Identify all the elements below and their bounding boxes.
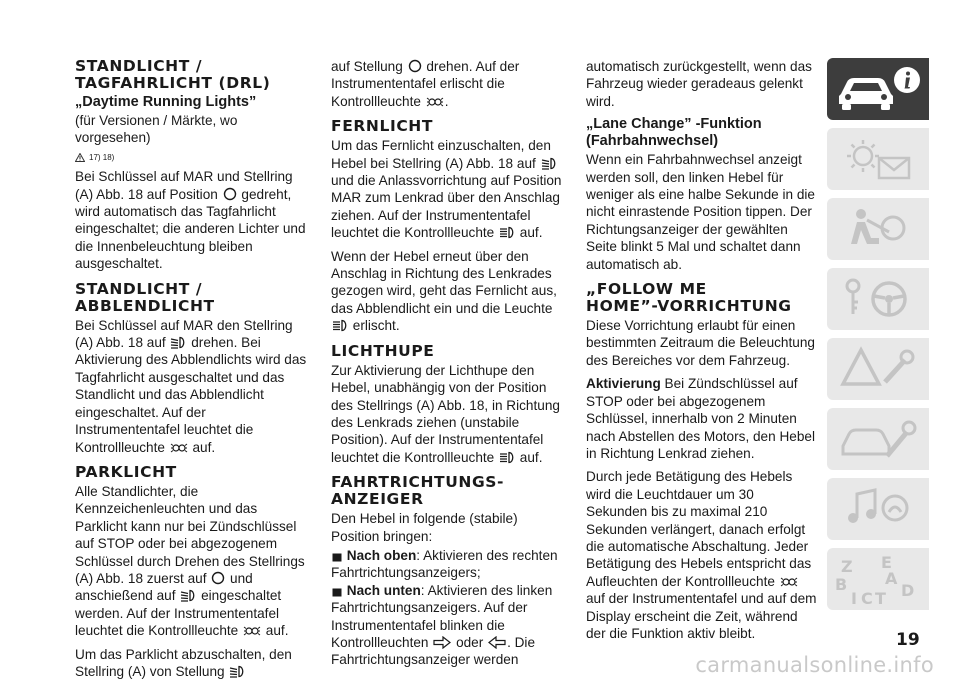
parklicht-paragraph-1: Alle Standlichter, die Kennzeichenleuchten und das Parklicht kann nur bei Zündschlüssel auf STOP oder bei abgezogenem Schlüssel durch Drehen des Stellrings (A) Abb. 18 zuerst auf und anschießend auf eingeschaltet werden. Auf der Instrumententafel leuchtet die Kontrollleuchte auf.	[75, 483, 305, 639]
column-2	[331, 58, 563, 669]
tab-maintenance[interactable]	[827, 408, 929, 470]
index-letter: Z	[841, 557, 853, 576]
warning-lights-icon	[827, 128, 929, 190]
position-o-icon	[211, 571, 225, 585]
position-lights-icon	[243, 625, 261, 637]
bullet-nach-unten: Nach unten: Aktivieren des linken Fahrtrichtungsanzeigers. Auf der Instrumententafel blinken die Kontrollleuchten oder . Die Fahrtrichtungsanzeiger werden	[331, 582, 553, 668]
tab-warning-lights[interactable]	[827, 128, 929, 190]
index-letter: B	[835, 575, 848, 594]
arrow-right-icon	[433, 636, 451, 649]
heading-lane-change: „Lane Change” -Funktion (Fahrbahnwechsel)	[586, 116, 762, 150]
follow-me-paragraph-1: Diese Vorrichtung erlaubt für einen bestimmten Zeitraum die Beleuchtung des Bereiches vor dem Fahrzeug.	[586, 318, 815, 368]
tab-safety[interactable]	[827, 198, 929, 260]
heading-abblendlicht: STANDLICHT / ABBLENDLICHT	[75, 279, 215, 315]
follow-me-paragraph-3: Durch jede Betätigung des Hebels wird die Leuchtdauer um 30 Sekunden bis zu maximal 210 Sekunden verlängert, danach erfolgt die automatische Abschaltung. Jeder Betätigung des Hebels entspricht das Aufleuchten der Kontrollleuchte auf der Instrumententafel und auf dem Display erscheint die Zeit, während der die Funktion aktiv bleibt.	[586, 469, 817, 641]
lane-change-paragraph: Wenn ein Fahrbahnwechsel anzeigt werden soll, den linken Hebel für weniger als eine halbe Sekunde in die nicht einrastende Position tippen. Der Richtungsanzeiger der gewählten Seite blinkt 5 Mal und schaltet dann automatisch ab.	[586, 152, 815, 272]
column-1	[75, 58, 307, 686]
warning-reference: 17) 18)	[75, 149, 307, 166]
media-icon	[827, 478, 929, 540]
heading-fahrtrichtungsanzeiger: FAHRTRICHTUNGS- ANZEIGER	[331, 473, 505, 509]
position-lights-icon	[780, 576, 798, 588]
airbag-icon	[827, 198, 929, 260]
position-o-icon	[408, 59, 422, 73]
arrow-left-icon	[488, 636, 506, 649]
low-beam-icon	[180, 589, 196, 602]
low-beam-icon	[170, 336, 186, 349]
bullet-square-icon	[332, 553, 342, 562]
tab-index[interactable]	[827, 548, 929, 610]
abblendlicht-paragraph: Bei Schlüssel auf MAR den Stellring (A) Abb. 18 auf drehen. Bei Aktivierung des Abblendlichts wird das Tagfahrlicht ausgeschaltet und das Standlicht und das Abblendlicht eingeschaltet. Auf der Instrumententafel leuchtet die Kontrollleuchte auf.	[75, 317, 307, 455]
index-letter: C	[861, 589, 873, 608]
heading-follow-me-home: „FOLLOW ME HOME”-VORRICHTUNG	[586, 280, 792, 316]
key-steering-icon	[827, 268, 929, 330]
watermark: carmanualsonline.info	[695, 653, 934, 677]
fernlicht-paragraph-2: Wenn der Hebel erneut über den Anschlag in Richtung des Lenkrades gezogen wird, geht das Fernlicht aus, das Abblendlicht ein und die Leuchte erlischt.	[331, 248, 557, 334]
lichthupe-paragraph: Zur Aktivierung der Lichthupe den Hebel, unabhängig von der Position des Stellrings (A) Abb. 18, in Richtung des Lenkrads ziehen (unstabile Position). Auf der Instrumententafel leuchtet die Kontrollleuchte auf.	[331, 362, 560, 465]
index-letter: E	[881, 553, 892, 572]
high-beam-icon	[499, 226, 515, 239]
bullet-nach-oben: Nach oben: Aktivieren des rechten Fahrtrichtungsanzeigers;	[331, 547, 558, 581]
index-letter: I	[851, 589, 857, 608]
chapter-tabs	[827, 58, 929, 616]
heading-fernlicht: FERNLICHT	[331, 117, 434, 136]
heading-drl: STANDLICHT / TAGFAHRLICHT (DRL)	[75, 57, 271, 92]
column-3	[586, 58, 818, 648]
low-beam-icon	[229, 665, 245, 678]
subheading-daytime-running-lights: „Daytime Running Lights”	[75, 94, 257, 110]
warning-triangle-icon	[75, 153, 85, 162]
fernlicht-paragraph-1: Um das Fernlicht einzuschalten, den Hebel bei Stellring (A) Abb. 18 auf und die Anlassvorrichtung auf Position MAR zum Lenkrad über den Anschlag ziehen. Auf der Instrumententafel leuchtet die Kontrollleuchte auf.	[331, 138, 562, 241]
high-beam-icon	[499, 451, 515, 464]
heading-parklicht: PARKLICHT	[75, 462, 177, 481]
continuation-paragraph: auf Stellung drehen. Auf der Instrumententafel erlischt die Kontrollleuchte .	[331, 59, 520, 109]
index-letter: T	[875, 589, 886, 608]
position-lights-icon	[170, 442, 188, 454]
fahrtrichtungsanzeiger-intro: Den Hebel in folgende (stabile) Position bringen:	[331, 511, 518, 544]
position-o-icon	[223, 187, 237, 201]
car-info-icon	[827, 58, 929, 120]
position-lights-icon	[426, 96, 444, 108]
car-wrench-icon	[827, 408, 929, 470]
high-beam-icon	[332, 319, 348, 332]
index-letter: A	[885, 569, 898, 588]
tab-starting-driving[interactable]	[827, 268, 929, 330]
tab-multimedia[interactable]	[827, 478, 929, 540]
follow-me-paragraph-2: Aktivierung Bei Zündschlüssel auf STOP oder bei abgezogenem Schlüssel, innerhalb von 2 Minuten nach Abstellen des Motors, den Hebel in Richtung Lenkrad ziehen.	[586, 376, 815, 461]
tab-emergency[interactable]	[827, 338, 929, 400]
drl-note: (für Versionen / Märkte, wo vorgesehen)	[75, 113, 238, 146]
index-letter: D	[901, 581, 915, 600]
heading-lichthupe: LICHTHUPE	[331, 341, 435, 360]
index-letters-icon	[827, 548, 929, 610]
triangle-wrench-icon	[827, 338, 929, 400]
drl-paragraph: Bei Schlüssel auf MAR und Stellring (A) Abb. 18 auf Position gedreht, wird automatisch das Tagfahrlicht eingeschaltet; die anderen Lichter und die Innenbeleuchtung bleiben ausgeschaltet.	[75, 169, 306, 272]
low-beam-icon	[541, 157, 557, 170]
bullet-square-icon	[332, 588, 342, 597]
tab-car-info[interactable]	[827, 58, 929, 120]
parklicht-paragraph-2: Um das Parklicht abzuschalten, den Stellring (A) von Stellung	[75, 646, 292, 679]
page-number: 19	[896, 630, 920, 650]
continuation-paragraph: automatisch zurückgestellt, wenn das Fahrzeug wieder geradeaus gelenkt wird.	[586, 59, 812, 109]
